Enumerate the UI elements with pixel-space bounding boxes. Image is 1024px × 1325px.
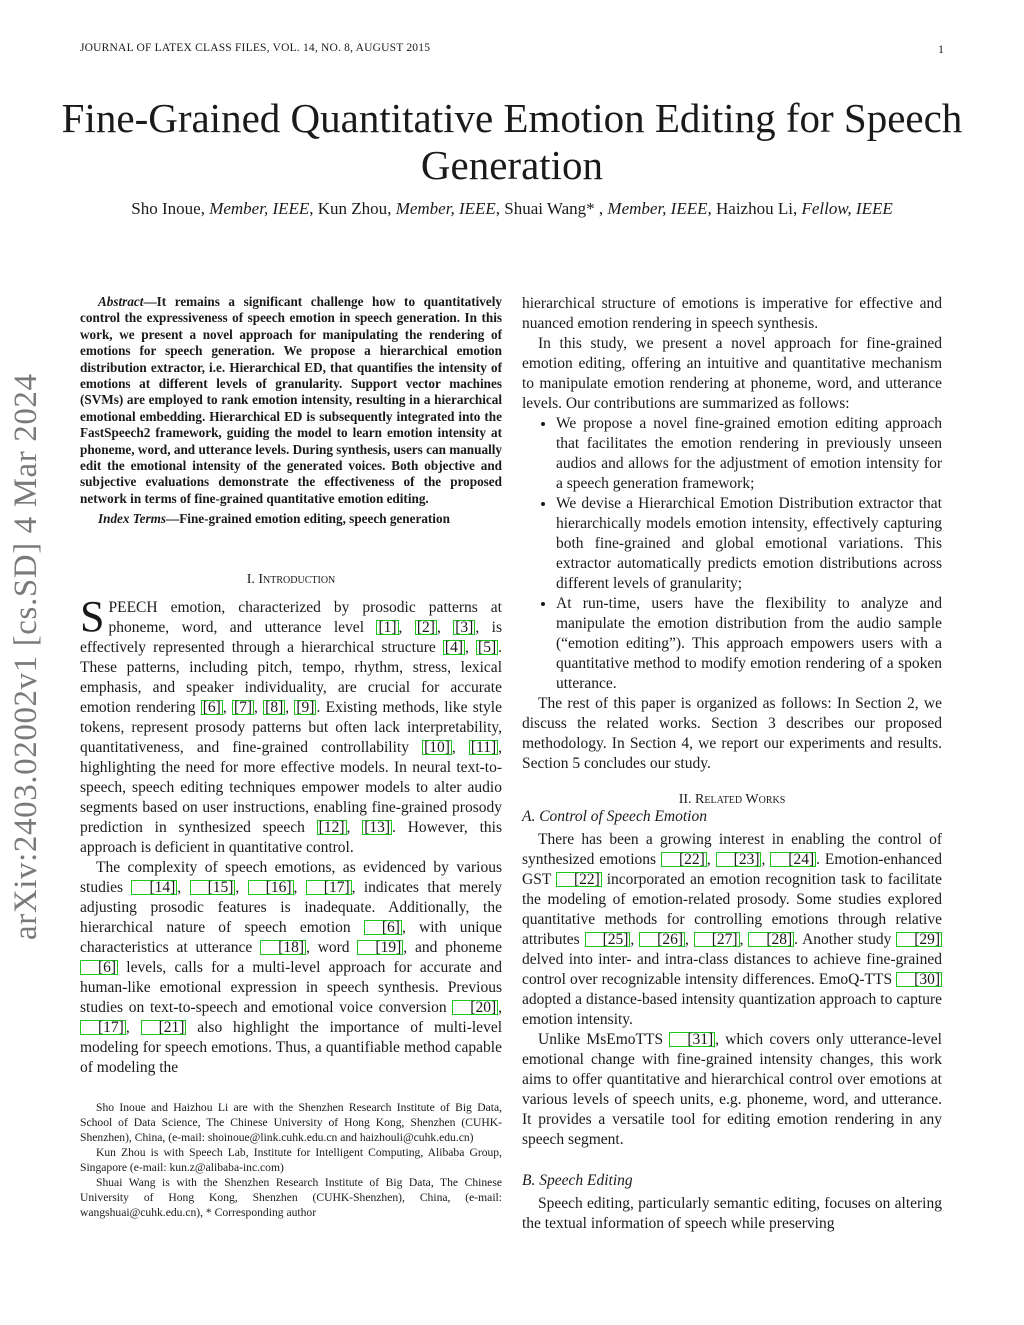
paper-title: Fine-Grained Quantitative Emotion Editing for Speech Generation	[61, 95, 963, 188]
list-item: • At run-time, users have the flexibility to analyze and manipulate the emotion distribution from the audio sample (“emotion editing”). This approach empowers users with a quantitative method to modify emotion rendering of a spoken utterance.	[556, 594, 942, 694]
text-run: ,	[436, 618, 454, 636]
intro-p1-text	[80, 591, 503, 856]
citation-link[interactable]: [15]	[190, 880, 236, 895]
author-role: Member, IEEE	[209, 199, 310, 218]
text-run: ,	[498, 998, 502, 1016]
abstract: Abstract—It remains a significant challenge how to quantitatively control the expressiveness of speech emotion in speech generation. In this work, we present a novel approach for manipulating the rendering of emotions for speech generation. We propose a hierarchical emotion distribution extractor, i.e. Hierarchical ED, that quantifies the intensity of emotions at different levels of granularity. Support vector machines (SVMs) are employed to rank emotion intensity, resulting in a hierarchical emotional embedding. Hierarchical ED is subsequently integrated into the FastSpeech2 framework, guiding the model to learn emotion intensity at phoneme, word, and utterance levels. During synthesis, users can manually edit the emotional intensity of the generated voices. Both objective and subjective evaluations demonstrate the effectiveness of the proposed network in terms of fine-grained quantitative emotion editing.	[80, 294, 502, 506]
section-title: Related Works	[695, 792, 786, 807]
text-run: , word	[305, 938, 358, 956]
list-item: • We devise a Hierarchical Emotion Distribution extractor that hierarchically models emotion intensity, effectively capturing both fine-grained and global emotional variations. This extractor automatically predicts emotion distributions across different levels of granularity;	[556, 494, 942, 594]
text-run: adopted a distance-based intensity quantization approach to capture emotion intensity.	[522, 991, 942, 1028]
author-list: Sho Inoue, Member, IEEE, Kun Zhou, Member, IEEE, Shuai Wang* , Member, IEEE, Haizhou Li, Fellow, IEEE	[131, 199, 893, 218]
related-p1-text	[522, 831, 942, 1028]
text-run: delved into inter- and intra-class distances to achieve fine-grained control over recognizable intensity differences. EmoQ-TTS	[522, 951, 942, 988]
citation-link[interactable]: [12]	[318, 818, 345, 836]
citation-link[interactable]: [3]	[455, 618, 474, 636]
subsection-heading-b: B. Speech Editing	[522, 1172, 633, 1189]
index-terms-label: Index Terms	[98, 511, 167, 527]
section-number: II.	[678, 792, 692, 807]
right-column	[522, 294, 942, 1234]
citation-link[interactable]: [20]	[452, 1000, 498, 1015]
author-name: Sho Inoue	[131, 199, 201, 218]
index-terms: Index Terms—Fine-grained emotion editing, speech generation	[98, 511, 450, 527]
citation-link[interactable]: [1]	[378, 618, 397, 636]
text-run: . However, this approach is deficient in quantitative control.	[80, 818, 503, 856]
citation-link[interactable]: [19]	[357, 940, 403, 955]
author-role: Member, IEEE	[607, 199, 708, 218]
subsection-heading-a: A. Control of Speech Emotion	[522, 808, 707, 825]
citation-link[interactable]: [7]	[233, 698, 253, 716]
related-paragraph-1	[522, 830, 942, 1030]
text-run: There has been a growing interest in enabling the control of synthesized emotions	[522, 831, 942, 868]
citation-link[interactable]: [29]	[896, 932, 942, 947]
citation-link[interactable]: [6]	[80, 960, 118, 975]
citation-link[interactable]: [21]	[141, 1020, 187, 1035]
text-run: , and phoneme	[403, 938, 502, 956]
citation-link[interactable]: [22]	[556, 872, 602, 887]
running-header: JOURNAL OF LATEX CLASS FILES, VOL. 14, NO. 8, AUGUST 2015	[80, 42, 431, 54]
section-heading-introduction	[80, 572, 502, 588]
text-run: ,	[285, 698, 295, 716]
citation-link[interactable]: [2]	[416, 618, 435, 636]
text-run: ,	[177, 878, 190, 896]
text-run: ,	[398, 618, 415, 636]
text-run: ,	[235, 878, 248, 896]
text-run: also highlight the importance of multi-level modeling for speech emotions. Thus, a quantifiable method capable of modeling the	[80, 1018, 503, 1076]
footnote: Kun Zhou is with Speech Lab, Institute for Intelligent Computing, Alibaba Group, Singapore (e-mail: kun.z@alibaba-inc.com)	[80, 1145, 502, 1174]
text-run: levels, calls for a multi-level approach for accurate and human-like emotional expression in speech synthesis. Previous studies on text-to-speech and emotional voice conversion	[80, 958, 502, 1016]
citation-link[interactable]: [16]	[248, 880, 294, 895]
citation-link[interactable]: [6]	[364, 920, 402, 935]
author-role: Member, IEEE	[395, 199, 496, 218]
citation-link[interactable]: [4]	[444, 638, 463, 656]
author-name: Shuai Wang*	[504, 199, 595, 218]
citation-link[interactable]: [26]	[639, 932, 685, 947]
text-run: ,	[739, 931, 749, 948]
text-run: ,	[451, 738, 469, 756]
citation-link[interactable]: [9]	[296, 698, 315, 716]
citation-link[interactable]: [17]	[80, 1020, 126, 1035]
citation-link[interactable]: [27]	[694, 932, 740, 947]
text-run: ,	[254, 698, 264, 716]
text-run: incorporated an emotion recognition task to facilitate the modeling of emotion-related prosody. Some studies explored quantitative methods for controlling emotions through relative attributes	[522, 871, 942, 948]
related-p2-text	[522, 1031, 942, 1148]
text-run: , is effectively represented through a hierarchical structure	[80, 618, 503, 656]
text-run: ,	[346, 818, 363, 836]
index-terms-text: Fine-grained emotion editing, speech generation	[179, 511, 450, 527]
intro-paragraph-1	[80, 591, 503, 858]
citation-link[interactable]: [14]	[131, 880, 177, 895]
intro-p2-text	[80, 859, 502, 1076]
text-run: , indicates that merely adjusting prosodic features is inadequate. Additionally, the hierarchical nature of speech emotion	[80, 878, 503, 936]
citation-link[interactable]: [30]	[896, 972, 942, 987]
paragraph-organization: The rest of this paper is organized as follows: In Section 2, we discuss the related works. Section 3 describes our proposed methodology. In Section 4, we report our experiments and results. Section 5 concludes our study.	[522, 695, 942, 772]
text-run: The complexity of speech emotions, as evidenced by various studies	[80, 858, 502, 896]
author-role: Fellow, IEEE	[801, 199, 893, 218]
contribution-list	[522, 414, 942, 694]
text-run: ,	[761, 851, 771, 868]
text-run: , with unique characteristics at utterance	[80, 918, 502, 956]
text-run: ,	[125, 1018, 141, 1036]
citation-link[interactable]: [8]	[265, 698, 284, 716]
citation-link[interactable]: [17]	[306, 880, 352, 895]
text-run: . Existing methods, like style tokens, represent prosody patterns but often lack interpretability, quantitativeness, and fine-grained controllability	[80, 698, 502, 756]
citation-link[interactable]: [6]	[202, 698, 221, 716]
citation-link[interactable]: [24]	[770, 852, 816, 867]
text-run: Unlike MsEmoTTS	[538, 1031, 670, 1048]
abstract-text: It remains a significant challenge how to quantitatively control the expressiveness of speech emotion in speech generation. In this work, we present a novel approach for manipulating the rendering of emotions for speech generation. We propose a hierarchical emotion distribution extractor, i.e. Hierarchical ED, that quantifies the intensity of emotions at different levels of granularity. Support vector machines (SVMs) are employed to rank emotion intensity, resulting in a hierarchical emotional embedding. Hierarchical ED is subsequently integrated into the FastSpeech2 framework, guiding the model to learn emotion intensity at phoneme, word, and utterance levels. During synthesis, users can manually edit the emotional intensity of the generated voices. Both objective and subjective evaluations demonstrate the effectiveness of the proposed network in terms of fine-grained quantitative emotion editing.	[80, 294, 502, 506]
citation-link[interactable]: [18]	[260, 940, 306, 955]
citation-link[interactable]: [10]	[424, 738, 450, 756]
citation-link[interactable]: [25]	[585, 932, 631, 947]
text-run: , which covers only utterance-level emotional change with fine-grained intensity changes, this work aims to offer quantitative and hierarchical control over emotions at various levels of speech units, e.g. phoneme, word, and utterance. It provides a versatile tool for editing emotion rendering in any speech segment.	[522, 1031, 942, 1148]
text-run: , highlighting the need for more effective models. In neural text-to-speech, speech editing techniques empower models to alter audio segments based on user instructions, enabling fine-grained prosody prediction in synthesized speech	[80, 738, 503, 836]
text-run: . These patterns, including pitch, tempo, rhythm, stress, lexical emphasis, and speaker individuality, are crucial for accurate emotion rendering	[80, 638, 502, 716]
text-run: ,	[293, 878, 306, 896]
text-run: ,	[684, 931, 694, 948]
drop-cap: S	[80, 591, 105, 641]
citation-link[interactable]: [28]	[748, 932, 794, 947]
author-name: Kun Zhou	[317, 199, 388, 218]
arxiv-watermark: arXiv:2403.02002v1 [cs.SD] 4 Mar 2024	[8, 373, 44, 940]
text-run: ,	[222, 698, 232, 716]
section-number: I.	[246, 571, 255, 587]
text-run: PEECH emotion, characterized by prosodic patterns at phoneme, word, and utterance level	[108, 598, 502, 636]
paragraph-study: In this study, we present a novel approach for fine-grained emotion editing, offering an intuitive and quantitative mechanism to manipulate emotion rendering at phoneme, word, and utterance levels. Our contributions are summarized as follows:	[522, 335, 942, 412]
intro-paragraph-2	[80, 858, 502, 1078]
footnote: Shuai Wang is with the Shenzhen Research Institute of Big Data, The Chinese University of Hong Kong, Shenzhen (CUHK-Shenzhen), China, (e-mail: wangshuai@cuhk.edu.cn), * Corresponding author	[80, 1175, 502, 1219]
author-name: Haizhou Li	[716, 199, 793, 218]
citation-link[interactable]: [13]	[364, 818, 391, 836]
page-number: 1	[938, 42, 944, 56]
speech-editing-paragraph: Speech editing, particularly semantic editing, focuses on altering the textual information of speech while preserving	[522, 1195, 942, 1232]
text-run: ,	[630, 931, 640, 948]
section-title: Introduction	[258, 571, 336, 587]
left-column	[80, 294, 502, 1220]
text-run: ,	[706, 851, 716, 868]
abstract-label: Abstract	[98, 294, 144, 309]
text-run: . Another study	[794, 931, 897, 948]
footnote: Sho Inoue and Haizhou Li are with the Shenzhen Research Institute of Big Data, School of Data Science, The Chinese University of Hong Kong, Shenzhen (CUHK-Shenzhen), China, (e-mail: shoinoue@link.cuhk.edu.cn and haizhouli@cuhk.edu.cn)	[80, 1100, 502, 1144]
citation-link[interactable]: [31]	[669, 1032, 715, 1047]
citation-link[interactable]: [23]	[716, 852, 762, 867]
text-run: . Emotion-enhanced GST	[522, 851, 942, 888]
section-heading-related-works	[522, 792, 942, 808]
list-item: • We propose a novel fine-grained emotion editing approach that facilitates the emotion rendering in previously unseen audios and allows for the adjustment of emotion intensity for a speech generation framework;	[556, 414, 942, 494]
paragraph-continued: hierarchical structure of emotions is imperative for effective and nuanced emotion rendering in speech synthesis.	[522, 295, 942, 332]
citation-link[interactable]: [11]	[470, 738, 497, 756]
text-run: ,	[465, 638, 477, 656]
citation-link[interactable]: [5]	[478, 638, 497, 656]
citation-link[interactable]: [22]	[661, 852, 707, 867]
related-paragraph-2	[522, 1030, 942, 1150]
